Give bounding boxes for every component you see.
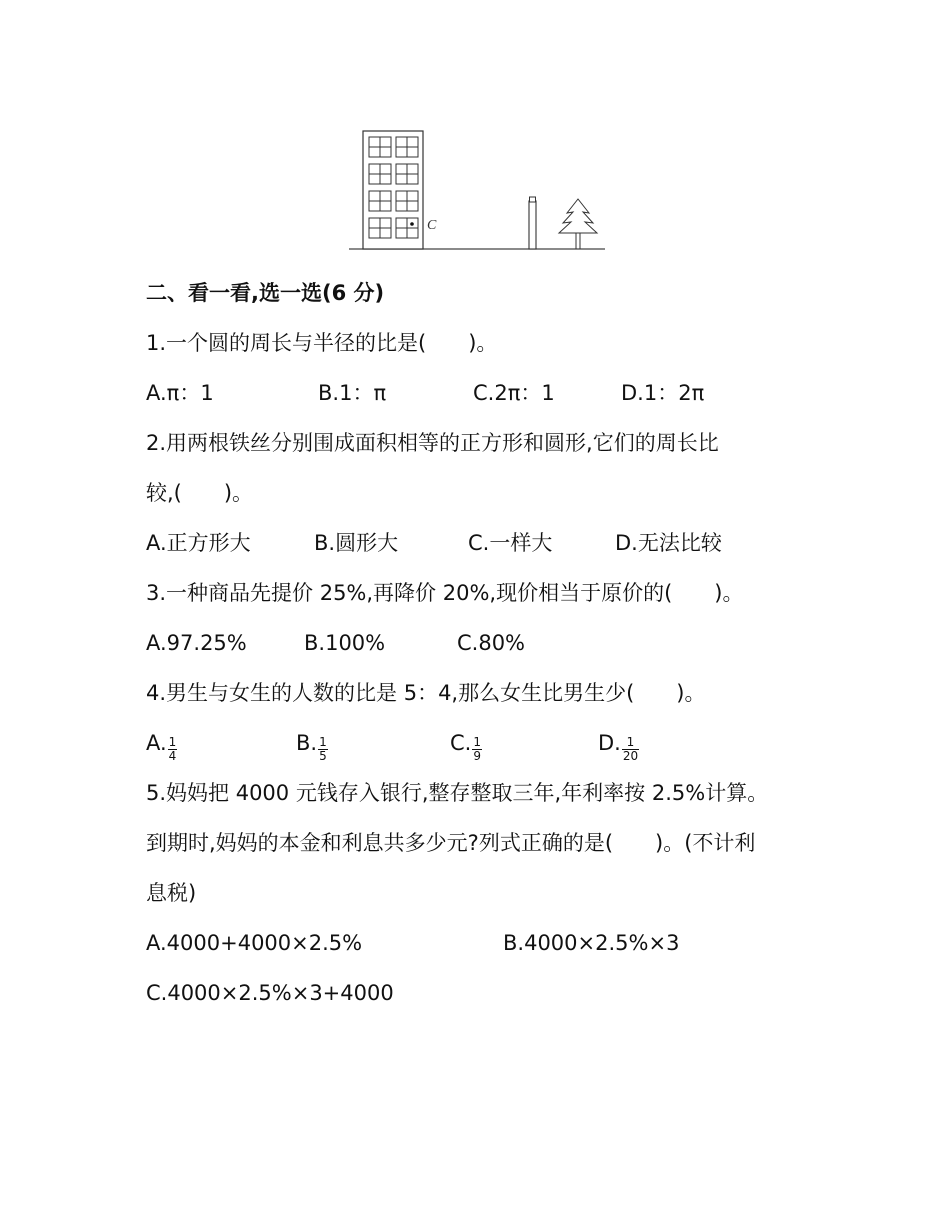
question-3-option-a: A.97.25%	[146, 631, 247, 655]
question-4-text: 4.男生与女生的人数的比是 5：4,那么女生比男生少( )。	[146, 681, 706, 705]
question-2-text-line-1: 2.用两根铁丝分别围成面积相等的正方形和圆形,它们的周长比	[146, 431, 719, 455]
fraction-numerator: 1	[319, 735, 327, 749]
illustration	[345, 125, 610, 255]
fraction	[318, 736, 328, 763]
question-4-option-d	[598, 728, 639, 763]
question-2-option-c: C.一样大	[468, 531, 553, 555]
fraction-denominator: 5	[319, 749, 327, 763]
question-5-option-b: B.4000×2.5%×3	[503, 931, 680, 955]
fraction-numerator: 1	[168, 735, 177, 749]
tree-icon	[559, 199, 597, 249]
question-1-option-a: A.π：1	[146, 381, 214, 405]
section-title: 二、看一看,选一选(6 分)	[146, 281, 385, 305]
question-1-option-d: D.1：2π	[621, 381, 705, 405]
question-3-option-b: B.100%	[304, 631, 386, 655]
question-1-option-b: B.1：π	[318, 381, 387, 405]
option-prefix: D.	[598, 731, 621, 755]
question-1-text: 1.一个圆的周长与半径的比是( )。	[146, 331, 498, 355]
option-prefix: C.	[450, 731, 472, 755]
fraction	[622, 736, 639, 763]
pole-cap	[530, 197, 536, 202]
question-4-option-b	[296, 728, 328, 763]
fraction-numerator: 1	[473, 735, 481, 749]
fraction-denominator: 20	[622, 749, 639, 763]
pole	[529, 201, 536, 249]
question-5-text-line-1: 5.妈妈把 4000 元钱存入银行,整存整取三年,年利率按 2.5%计算。	[146, 781, 769, 805]
fraction	[472, 736, 482, 763]
building	[363, 131, 423, 249]
question-5-text-line-3: 息税)	[146, 881, 197, 905]
question-2-option-b: B.圆形大	[314, 531, 399, 555]
fraction-numerator: 1	[622, 736, 639, 750]
point-c-label: C	[427, 218, 437, 233]
question-4-option-a	[146, 728, 177, 763]
fraction-denominator: 9	[473, 749, 481, 763]
point-c-dot	[410, 222, 414, 226]
building-pole-tree-figure	[345, 125, 610, 255]
question-2-option-a: A.正方形大	[146, 531, 251, 555]
question-2-option-d: D.无法比较	[615, 531, 722, 555]
question-2-text-line-2: 较,( )。	[146, 481, 254, 505]
question-3-text: 3.一种商品先提价 25%,再降价 20%,现价相当于原价的( )。	[146, 581, 744, 605]
question-3-option-c: C.80%	[457, 631, 526, 655]
option-prefix: A.	[146, 731, 167, 755]
fraction-denominator: 4	[168, 749, 177, 763]
question-5-text-line-2: 到期时,妈妈的本金和利息共多少元?列式正确的是( )。(不计利	[146, 831, 756, 855]
question-5-option-c: C.4000×2.5%×3+4000	[146, 981, 394, 1005]
fraction	[168, 736, 178, 763]
question-4-option-c	[450, 728, 482, 763]
question-5-option-a: A.4000+4000×2.5%	[146, 931, 363, 955]
question-1-option-c: C.2π：1	[473, 381, 555, 405]
option-prefix: B.	[296, 731, 318, 755]
